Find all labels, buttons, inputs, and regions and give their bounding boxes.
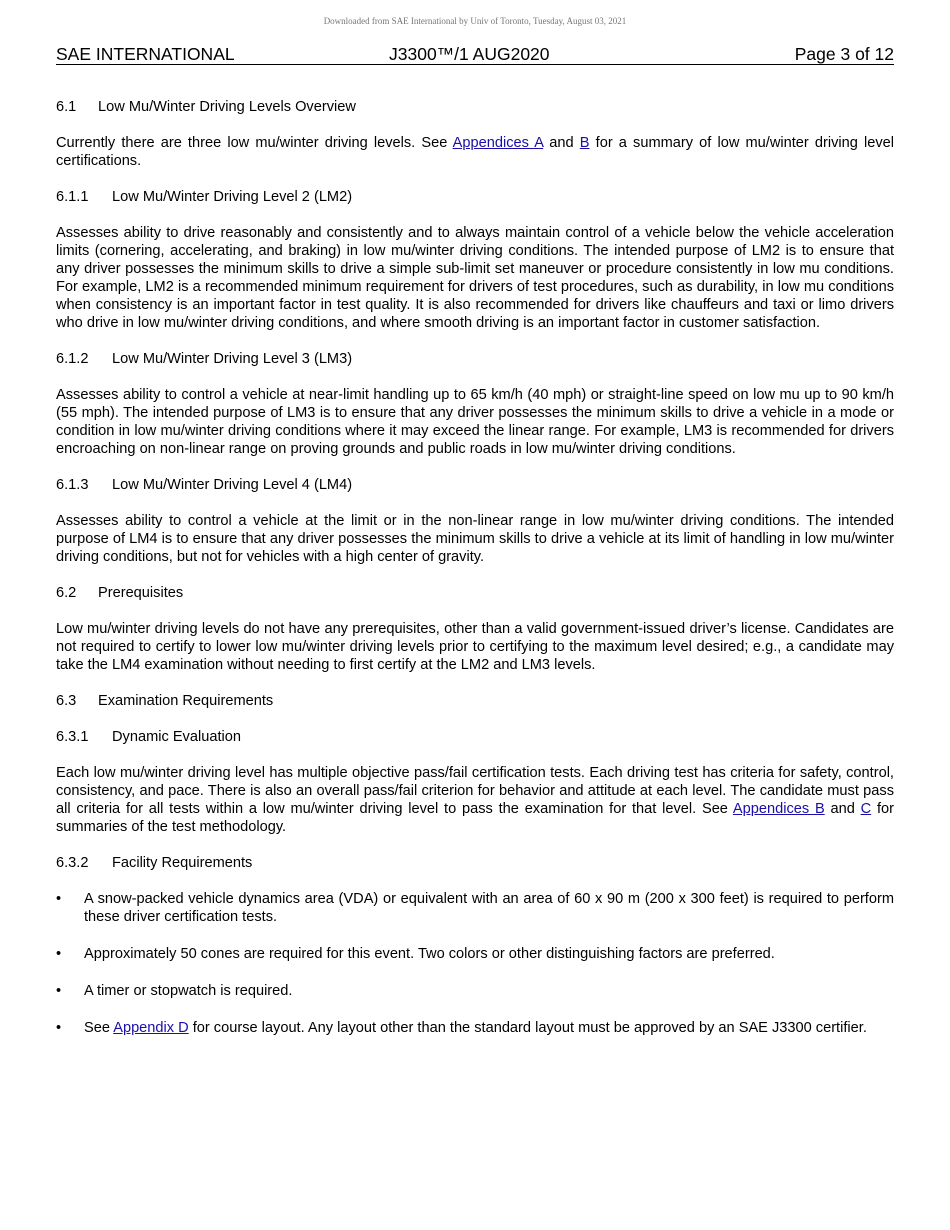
section-number: 6.1.1 <box>56 189 89 205</box>
header-org: SAE INTERNATIONAL <box>56 44 235 64</box>
section-title: Dynamic Evaluation <box>112 729 241 745</box>
section-6-1-2-paragraph: Assesses ability to control a vehicle at near-limit handling up to 65 km/h (40 mph) or straight-line speed on low mu up to 90 km/h (55 mph). The intended purpose of LM3 is to ensure that any driver possesses the minimum skills to drive a vehicle in a mode or condition in low mu/winter driving conditions where it may exceed the linear range. For example, LM3 is recommended for drivers encroaching on non-linear range on proving grounds and public roads in low mu/winter driving conditions. <box>56 387 894 457</box>
bullet-icon: • <box>56 1020 62 1036</box>
section-6-1-1-paragraph: Assesses ability to drive reasonably and consistently and to always maintain control of a vehicle below the vehicle acceleration limits (cornering, accelerating, and braking) in low mu/winter driving conditions. The intended purpose of LM2 is to ensure that any driver possesses the minimum skills to drive a simple sub-limit set maneuver or procedure consistently in low mu conditions. For example, LM2 is a recommended minimum requirement for drivers of test procedures, such as durability, in low mu conditions when consistency is an important factor in test quality. It is also recommended for drivers like chauffeurs and taxi or limo drivers who drive in low mu/winter driving conditions, and where smooth driving is an important factor in customer satisfaction. <box>56 225 894 331</box>
section-number: 6.3.1 <box>56 729 89 745</box>
download-watermark: Downloaded from SAE International by Univ of Toronto, Tuesday, August 03, 2021 <box>323 16 627 26</box>
section-title: Low Mu/Winter Driving Levels Overview <box>98 99 356 115</box>
document-body <box>56 98 894 1056</box>
section-heading-6-1-1 <box>56 188 894 206</box>
section-number: 6.1 <box>56 99 77 115</box>
header-page-number: Page 3 of 12 <box>794 44 894 64</box>
section-title: Low Mu/Winter Driving Level 2 (LM2) <box>112 189 353 205</box>
section-heading-6-1 <box>56 98 894 116</box>
appendix-b-link[interactable]: B <box>579 135 590 151</box>
list-item-text: Approximately 50 cones are required for this event. Two colors or other distinguishing factors are preferred. <box>84 946 775 962</box>
page-header <box>56 44 894 65</box>
section-number: 6.1.3 <box>56 477 89 493</box>
section-title: Low Mu/Winter Driving Level 3 (LM3) <box>112 351 353 367</box>
appendices-a-link[interactable]: Appendices A <box>452 135 544 151</box>
bullet-icon: • <box>56 891 62 907</box>
facility-requirements-list <box>56 890 894 1037</box>
section-heading-6-3-2 <box>56 854 894 872</box>
text-run: Currently there are three low mu/winter driving levels. See <box>56 135 453 151</box>
section-heading-6-3 <box>56 692 894 710</box>
appendices-b-link[interactable]: Appendices B <box>732 801 825 817</box>
section-6-3-1-paragraph <box>56 764 894 836</box>
section-6-1-3-paragraph: Assesses ability to control a vehicle at the limit or in the non-linear range in low mu/winter driving conditions. The intended purpose of LM4 is to ensure that any driver possesses the minimum skills to drive a vehicle at its limit of handling in low mu/winter driving conditions, but not for vehicles with a high center of gravity. <box>56 513 894 565</box>
section-heading-6-1-2 <box>56 350 894 368</box>
section-heading-6-1-3 <box>56 476 894 494</box>
text-run: and <box>543 135 580 151</box>
list-item-text: A timer or stopwatch is required. <box>84 983 293 999</box>
bullet-icon: • <box>56 946 62 962</box>
appendix-d-link[interactable]: Appendix D <box>113 1020 189 1036</box>
section-number: 6.3.2 <box>56 855 89 871</box>
bullet-icon: • <box>56 983 62 999</box>
text-run: for summaries of the test methodology. <box>56 801 894 835</box>
section-number: 6.1.2 <box>56 351 89 367</box>
text-run: for a summary of low mu/winter driving level certifications. <box>56 135 895 169</box>
text-run: and <box>824 801 861 817</box>
list-item <box>56 1019 894 1037</box>
section-title: Facility Requirements <box>112 855 253 871</box>
section-title: Examination Requirements <box>98 693 274 709</box>
section-6-2-paragraph: Low mu/winter driving levels do not have any prerequisites, other than a valid government-issued driver’s license. Candidates are not required to certify to lower low mu/winter driving levels prior to certifying to the maximum level desired; e.g., a candidate may take the LM4 examination without needing to first certify at the LM2 and LM3 levels. <box>56 621 894 673</box>
list-item <box>56 945 894 963</box>
list-item-text: A snow-packed vehicle dynamics area (VDA) or equivalent with an area of 60 x 90 m (200 x 300 feet) is required to perform these driver certification tests. <box>84 891 894 925</box>
text-run: Each low mu/winter driving level has multiple objective pass/fail certification tests. Each driving test has criteria for safety, control, consistency, and pace. There is also an overall pass/fail criterion for behavior and attitude at each level. The candidate must pass all criteria for all tests within a low mu/winter driving level to pass the examination for that level. See <box>56 765 894 817</box>
section-title: Low Mu/Winter Driving Level 4 (LM4) <box>112 477 353 493</box>
section-heading-6-3-1 <box>56 728 894 746</box>
header-doc-id: J3300™/1 AUG2020 <box>389 44 550 64</box>
text-run: for course layout. Any layout other than the standard layout must be approved by an SAE J3300 certifier. <box>188 1020 867 1036</box>
section-number: 6.2 <box>56 585 77 601</box>
section-6-1-paragraph <box>56 134 894 170</box>
appendix-c-link[interactable]: C <box>860 801 872 817</box>
section-heading-6-2 <box>56 584 894 602</box>
list-item <box>56 890 894 926</box>
section-number: 6.3 <box>56 693 77 709</box>
list-item <box>56 982 894 1000</box>
section-title: Prerequisites <box>98 585 184 601</box>
text-run: See <box>84 1020 114 1036</box>
